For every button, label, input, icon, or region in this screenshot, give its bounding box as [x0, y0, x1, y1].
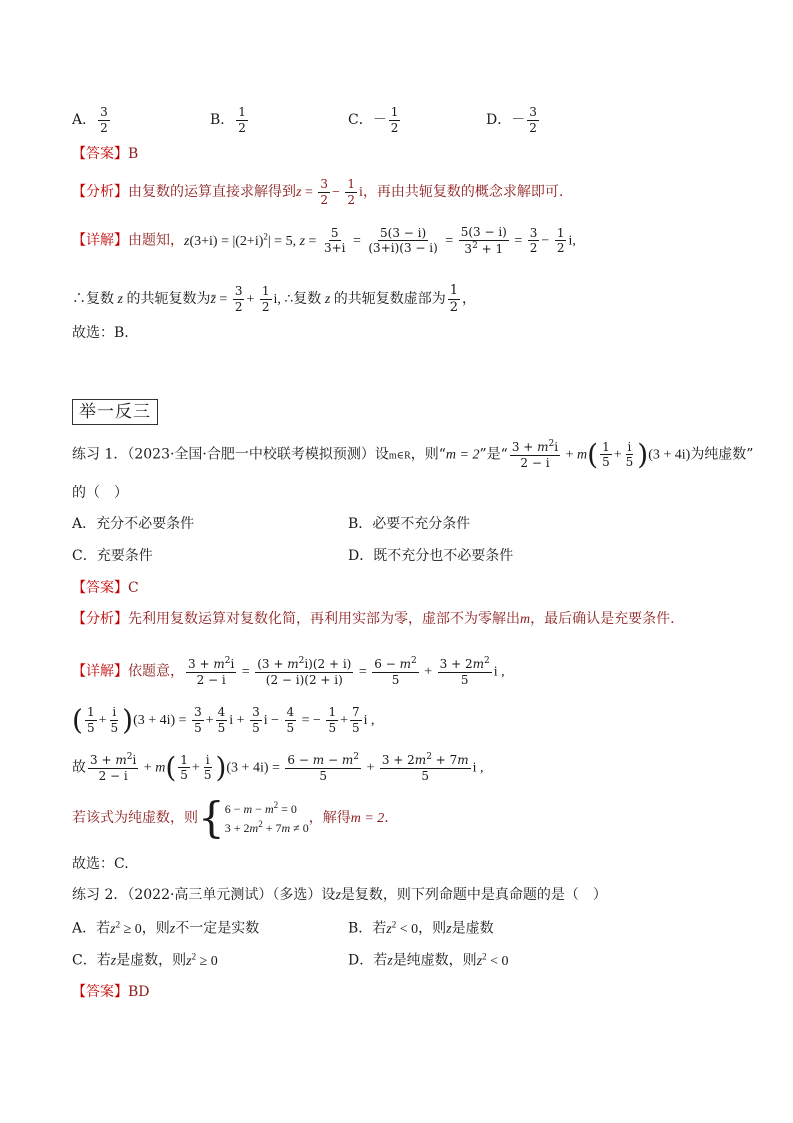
ex2-option-a: A．若$z^2 \ge 0$，则z不一定是实数 — [72, 919, 260, 937]
ex1-option-d: D．既不充分也不必要条件 — [348, 548, 514, 564]
ex1-choose: 故选：C. — [72, 856, 129, 872]
ex1-stem: 练习 1．（2023·全国·合肥一中校联考模拟预测）设m∈R，则“m = 2”是“ $\frac{3 + m^2i}{2 - i}$ + m( $\frac{1}{5}$ + $\frac{i}{5}$ )(3 + 4i)为纯虚数” — [72, 438, 754, 471]
option-d: D．－ $\frac{3}{2}$ — [486, 105, 537, 135]
q0-choose: 故选：B. — [72, 325, 129, 341]
ex1-detail-line2: ( $\frac{1}{5}$ + $\frac{i}{5}$ )(3 + 4i) = $\frac{3}{5}$ + $\frac{4}{5}$ i + $\frac{3}{5}$ i − $\frac{4}{5}$ = − $\frac{1}{5}$ + $\frac{7}{5}$ i , — [72, 703, 375, 737]
option-b: B． $\frac{1}{2}$ — [210, 105, 246, 135]
ex1-pure-condition: 若该式为纯虚数，则{ $6 - m - m^2 = 0$ $3 + 2m^2 + 7m \ne 0$ ，解得m = 2. — [72, 793, 389, 842]
ex2-option-d: D．若z是纯虚数，则$z^2 < 0$ — [348, 951, 509, 969]
ex1-detail-line3: 故 $\frac{3 + m^2i}{2 - i}$ + m( $\frac{1}{5}$ + $\frac{i}{5}$ )(3 + 4i) = $\frac{6 - m - m^2}{5}$ + $\frac{3 + 2m^2 + 7m}{5}$ i , — [72, 751, 484, 784]
ex1-detail: 【详解】依题意， $\frac{3 + m^2i}{2 - i}$ = $\frac{(3 + m^2i)(2 + i)}{(2 - i)(2 + i)}$ = $\frac{6 - m^2}{5}$ + $\frac{3 + 2m^2}{5}$ i , — [72, 656, 505, 687]
q0-analysis: 【分析】由复数的运算直接求解得到z = $\frac{3}{2}$ − $\frac{1}{2}$ i，再由共轭复数的概念求解即可. — [72, 177, 564, 207]
ex2-option-c: C．若z是虚数，则$z^2 \ge 0$ — [72, 951, 218, 969]
option-c: C．－ $\frac{1}{2}$ — [348, 105, 399, 135]
ex1-answer: 【答案】C — [72, 580, 139, 596]
ex1-analysis: 【分析】先利用复数运算对复数化简，再利用实部为零，虚部不为零解出m，最后确认是充要条件. — [72, 611, 675, 627]
ex2-stem: 练习 2．（2022·高三单元测试）（多选）设z是复数，则下列命题中是真命题的是（ ） — [72, 887, 607, 903]
ex1-option-a: A．充分不必要条件 — [72, 516, 195, 532]
section-title: 举一反三 — [72, 404, 158, 421]
ex2-answer: 【答案】BD — [72, 984, 150, 1000]
ex2-option-b: B．若$z^2 < 0$，则z是虚数 — [348, 919, 494, 937]
q0-conclusion: ∴复数 z 的共轭复数为z̄ = $\frac{3}{2}$ + $\frac{1}{2}$ i, ∴复数 z 的共轭复数虚部为 $\frac{1}{2}$ ， — [72, 283, 477, 315]
ex1-option-c: C．充要条件 — [72, 548, 153, 564]
q0-answer: 【答案】B — [72, 146, 139, 162]
option-a: A． $\frac{3}{2}$ — [72, 105, 108, 135]
ex1-stem-end: 的（ ） — [72, 485, 128, 501]
ex1-option-b: B．必要不充分条件 — [348, 516, 471, 532]
q0-detail: 【详解】由题知，$z(3+i) = |(2+i)^2| = 5$, z = $\frac{5}{3+i}$ = $\frac{5(3 - i)}{(3+i)(3 - i)}$ = $\frac{5(3 - i)}{3^2 + 1}$ = $\frac{3}{2}$ − $\frac{1}{2}$ i, — [72, 225, 576, 256]
